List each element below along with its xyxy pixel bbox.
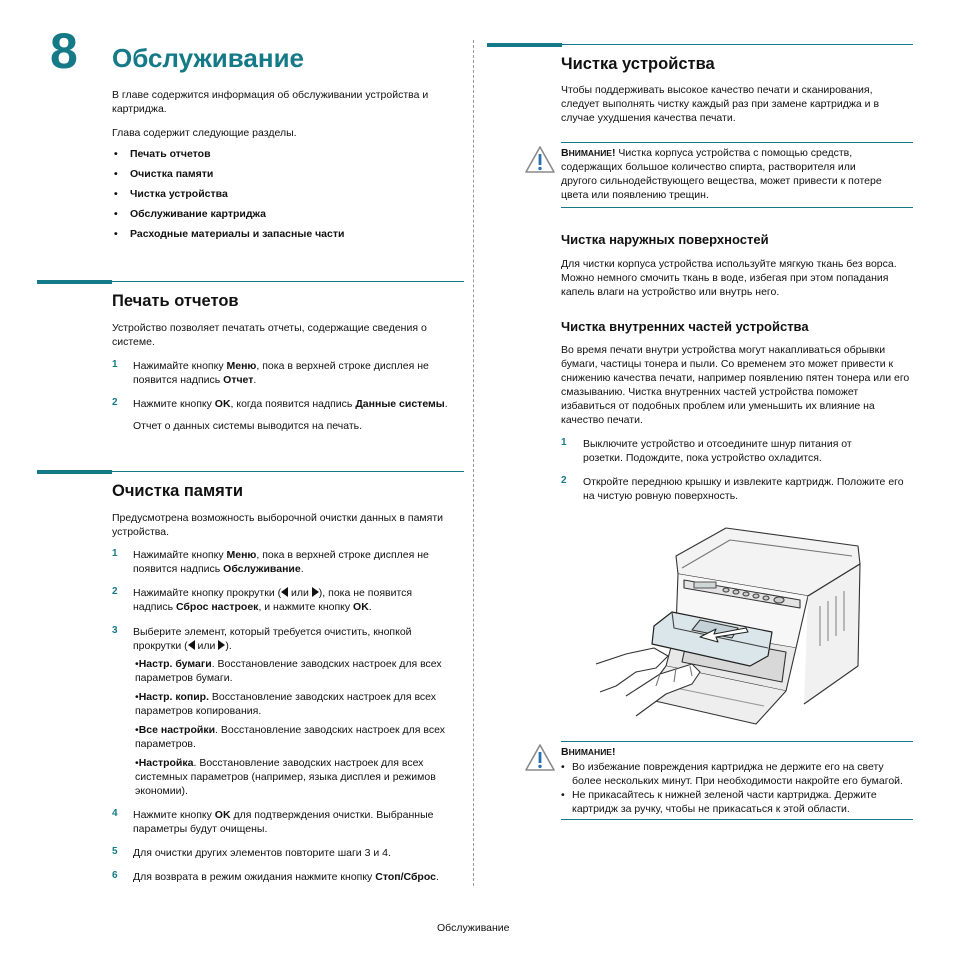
cleaning-intro: Чтобы поддерживать высокое качество печати и сканирования, следует выполнять чистку каждый раз при замене картриджа и в случае ухудшения качества печати. xyxy=(561,84,880,124)
step-number: 4 xyxy=(112,808,118,819)
option-item: •Настр. копир. Восстановление заводских настроек для всех параметров копирования. xyxy=(135,691,437,717)
step-number: 2 xyxy=(561,475,567,486)
section-rule xyxy=(112,281,464,282)
section-link[interactable]: • Чистка устройства xyxy=(112,187,452,207)
section-rule xyxy=(112,471,464,472)
option-item: •Все настройки. Восстановление заводских настроек для всех параметров. xyxy=(135,724,445,750)
memory-step-1: Нажимайте кнопку Меню, пока в верхней строке дисплея не появится надпись Обслуживание. xyxy=(133,549,429,575)
step-number: 3 xyxy=(112,625,118,636)
caution-1-text: ВНИМАНИЕ! Чистка корпуса устройства с помощью средств, содержащих большое количество спирта, растворителя или другого сильнодействующего вещества, может привести к потере цвета или появлению трещин. xyxy=(561,147,882,201)
memory-step-5: Для очистки других элементов повторите шаги 3 и 4. xyxy=(133,847,391,859)
page-footer: Обслуживание xyxy=(437,922,510,934)
section-link[interactable]: • Расходные материалы и запасные части xyxy=(112,227,452,247)
step-number: 5 xyxy=(112,846,118,857)
caution-item: • Не прикасайтесь к нижней зеленой части картриджа. Держите картридж за ручку, чтобы не прикасаться к этой области. xyxy=(561,788,913,816)
memory-step-6: Для возврата в режим ожидания нажмите кнопку Стоп/Сброс. xyxy=(133,871,439,883)
chapter-intro: В главе содержится информация об обслуживании устройства и картриджа. xyxy=(112,89,429,115)
memory-step-4: Нажмите кнопку OK для подтверждения очистки. Выбранные параметры будут очищены. xyxy=(133,809,434,835)
warning-triangle-icon xyxy=(524,743,556,773)
caution-rule xyxy=(561,142,913,143)
step-number: 1 xyxy=(561,437,567,448)
caution-2-list xyxy=(561,760,913,816)
memory-step-3: Выберите элемент, который требуется очистить, кнопкой прокрутки ( или ). xyxy=(133,626,412,652)
print-note: Отчет о данных системы выводится на печать. xyxy=(133,420,363,432)
print-step-1: Нажимайте кнопку Меню, пока в верхней строке дисплея не появится надпись Отчет. xyxy=(133,360,429,386)
printer-illustration xyxy=(596,516,866,726)
exterior-text: Для чистки корпуса устройства используйте мягкую ткань без ворса. Можно немного смочить ткань в воде, избегая при этом попадания капель влаги на устройство или внутрь него. xyxy=(561,258,897,298)
interior-step-1: Выключите устройство и отсоедините шнур питания от розетки. Подождите, пока устройство охладится. xyxy=(583,438,852,464)
step-number: 1 xyxy=(112,548,118,559)
print-step-2: Нажмите кнопку OK, когда появится надпись Данные системы. xyxy=(133,398,448,410)
interior-heading: Чистка внутренних частей устройства xyxy=(561,319,809,334)
chapter-number: 8 xyxy=(50,23,78,79)
option-item: •Настр. бумаги. Восстановление заводских настроек для всех параметров бумаги. xyxy=(135,658,442,684)
section-link[interactable]: • Очистка памяти xyxy=(112,167,452,187)
step-number: 2 xyxy=(112,397,118,408)
print-reports-intro: Устройство позволяет печатать отчеты, содержащие сведения о системе. xyxy=(112,322,427,348)
caution-label: ВНИМАНИЕ! xyxy=(561,147,616,159)
section-link[interactable]: • Обслуживание картриджа xyxy=(112,207,452,227)
clear-memory-intro: Предусмотрена возможность выборочной очистки данных в памяти устройства. xyxy=(112,512,443,538)
caution-rule xyxy=(561,207,913,208)
print-reports-heading: Печать отчетов xyxy=(112,292,239,310)
section-rule xyxy=(562,44,913,45)
step-number: 1 xyxy=(112,359,118,370)
caution-rule xyxy=(561,741,913,742)
clear-memory-heading: Очистка памяти xyxy=(112,482,244,500)
interior-step-2: Откройте переднюю крышку и извлеките картридж. Положите его на чистую ровную поверхность. xyxy=(583,476,904,502)
sections-intro: Глава содержит следующие разделы. xyxy=(112,127,297,139)
scroll-right-icon xyxy=(312,587,319,597)
section-bar xyxy=(37,470,112,474)
warning-triangle-icon xyxy=(524,145,556,175)
step-number: 6 xyxy=(112,870,118,881)
sections-list xyxy=(112,147,452,247)
memory-step-2: Нажимайте кнопку прокрутки ( или ), пока не появится надпись Сброс настроек, и нажмите кнопку OK. xyxy=(133,587,413,613)
caution-rule xyxy=(561,819,913,820)
column-divider xyxy=(473,40,474,886)
cleaning-heading: Чистка устройства xyxy=(561,55,715,73)
section-bar xyxy=(37,280,112,284)
caution-item: • Во избежание повреждения картриджа не держите его на свету более нескольких минут. При необходимости накройте его бумагой. xyxy=(561,760,913,788)
caution-label: ВНИМАНИЕ! xyxy=(561,746,616,758)
section-bar xyxy=(487,43,562,47)
interior-text: Во время печати внутри устройства могут накапливаться обрывки бумаги, частицы тонера и пыли. Со временем это может привести к снижению качества печати, например появлению пятен тонера или его смазыванию. Чистка внутренних частей устройства поможет избавиться от подобных проблем или уменьшить их влияние на качество печати. xyxy=(561,344,910,426)
option-item: •Настройка. Восстановление заводских настроек для всех системных параметров (например, языка дисплея и режимов экономии). xyxy=(135,757,436,797)
step-number: 2 xyxy=(112,586,118,597)
section-link[interactable]: • Печать отчетов xyxy=(112,147,452,167)
chapter-title: Обслуживание xyxy=(112,43,305,73)
exterior-heading: Чистка наружных поверхностей xyxy=(561,232,769,247)
scroll-left-icon xyxy=(188,640,195,650)
